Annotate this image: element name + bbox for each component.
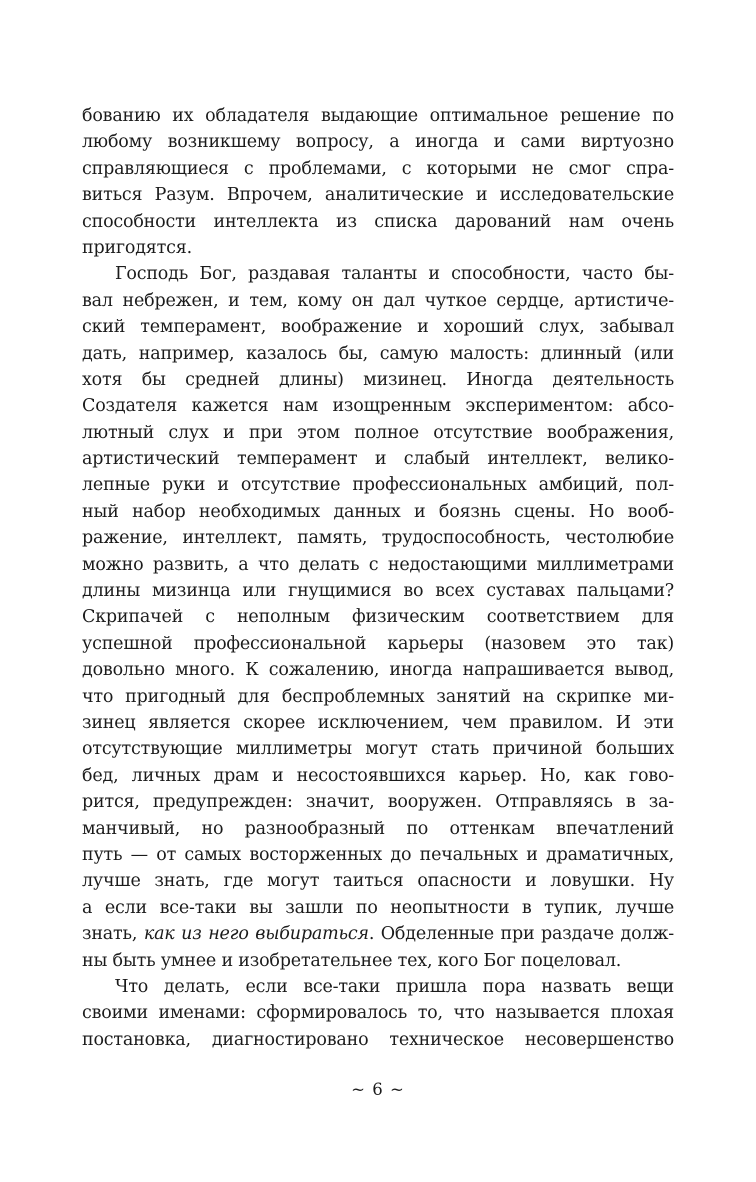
text-run: . Обделенные при раздаче долж- xyxy=(368,924,674,945)
text-line xyxy=(82,1000,674,1026)
text-run: вал небрежен, и тем, кому он дал чуткое сердце, артистиче- xyxy=(82,290,674,311)
text-run: лепные руки и отсутствие профессиональных амбиций, пол- xyxy=(82,475,674,496)
text-run: хотя бы средней длины) мизинец. Иногда деятельность xyxy=(82,369,674,390)
text-line xyxy=(82,393,674,419)
text-run: бованию их обладателя выдающие оптимальное решение по xyxy=(82,106,674,126)
text-run: зинец является скорее исключением, чем правилом. И эти xyxy=(82,712,674,733)
text-run: отсутствующие миллиметры могут стать причиной больших xyxy=(82,739,674,760)
text-line xyxy=(82,710,674,736)
text-line xyxy=(82,446,674,472)
text-run: постановка, диагностировано техническое несовершенство xyxy=(82,1029,674,1050)
text-line xyxy=(82,499,674,525)
text-run: дать, например, казалось бы, самую малость: длинный (или xyxy=(82,343,674,364)
text-line xyxy=(82,341,674,367)
text-line xyxy=(82,974,674,1000)
text-line xyxy=(82,288,674,314)
text-line xyxy=(82,763,674,789)
text-run: Господь Бог, раздавая таланты и способности, часто бы- xyxy=(115,264,674,285)
text-line xyxy=(82,604,674,630)
text-line xyxy=(82,816,674,842)
text-line xyxy=(82,209,674,235)
text-line xyxy=(82,367,674,393)
text-line xyxy=(82,1027,674,1053)
text-run: ны быть умнее и изобретательнее тех, кого Бог поцеловал. xyxy=(82,950,622,971)
text-run: артистический темперамент и слабый интеллект, велико- xyxy=(82,449,674,470)
text-run: путь — от самых восторженных до печальных и драматичных, xyxy=(82,844,674,865)
text-line xyxy=(82,103,674,129)
text-line xyxy=(82,525,674,551)
text-run: длины мизинца или гнущимися во всех суставах пальцами? xyxy=(82,581,674,602)
text-run: знать, xyxy=(82,924,144,945)
text-line xyxy=(82,789,674,815)
text-line xyxy=(82,129,674,155)
text-line xyxy=(82,314,674,340)
text-line xyxy=(82,948,674,974)
text-line xyxy=(82,420,674,446)
text-run: довольно много. К сожалению, иногда напрашивается вывод, xyxy=(82,660,674,681)
text-run: ский темперамент, воображение и хороший слух, забывал xyxy=(82,317,674,338)
text-run: ражение, интеллект, память, трудоспособность, честолюбие xyxy=(82,528,674,549)
text-run: лучше знать, где могут таиться опасности и ловушки. Ну xyxy=(82,871,674,892)
text-run: лютный слух и при этом полное отсутствие воображения, xyxy=(82,422,674,443)
text-run: Что делать, если все-таки пришла пора назвать вещи xyxy=(115,976,674,997)
text-run: можно развить, а что делать с недостающими миллиметрами xyxy=(82,554,674,575)
text-run: Создателя кажется нам изощренным экспериментом: абсо- xyxy=(82,396,674,417)
text-run: справляющиеся с проблемами, с которыми не смог спра- xyxy=(82,158,674,179)
text-line xyxy=(82,868,674,894)
text-run: что пригодный для беспроблемных занятий на скрипке ми- xyxy=(82,686,674,707)
text-run: успешной профессиональной карьеры (назовем это так) xyxy=(82,633,674,654)
text-line xyxy=(82,657,674,683)
text-run: рится, предупрежден: значит, вооружен. Отправляясь в за- xyxy=(82,792,674,813)
text-run: виться Разум. Впрочем, аналитические и исследовательские xyxy=(82,185,674,206)
text-line xyxy=(82,684,674,710)
text-line xyxy=(82,578,674,604)
text-run: Скрипачей с неполным физическим соответствием для xyxy=(82,607,674,628)
text-line xyxy=(82,631,674,657)
italic-text-run: как из него выбираться xyxy=(143,924,369,945)
text-run: любому возникшему вопросу, а иногда и сами виртуозно xyxy=(82,132,674,153)
page-number: ~ 6 ~ xyxy=(351,1080,405,1099)
text-line xyxy=(82,156,674,182)
text-line xyxy=(82,182,674,208)
text-run: а если все-таки вы зашли по неопытности в тупик, лучше xyxy=(82,897,674,918)
text-line xyxy=(82,552,674,578)
text-run: бед, личных драм и несостоявшихся карьер. Но, как гово- xyxy=(82,765,674,786)
text-run: пригодятся. xyxy=(82,237,192,258)
text-run: способности интеллекта из списка дарований нам очень xyxy=(82,211,674,232)
text-line xyxy=(82,895,674,921)
page-text xyxy=(82,103,674,1053)
text-line xyxy=(82,921,674,947)
text-line xyxy=(82,235,674,261)
text-line xyxy=(82,736,674,762)
text-line xyxy=(82,261,674,287)
text-line xyxy=(82,472,674,498)
text-run: своими именами: сформировалось то, что называется плохая xyxy=(82,1003,674,1024)
text-line xyxy=(82,842,674,868)
text-run: манчивый, но разнообразный по оттенкам впечатлений xyxy=(82,818,674,839)
text-run: ный набор необходимых данных и боязнь сцены. Но вооб- xyxy=(82,501,674,522)
